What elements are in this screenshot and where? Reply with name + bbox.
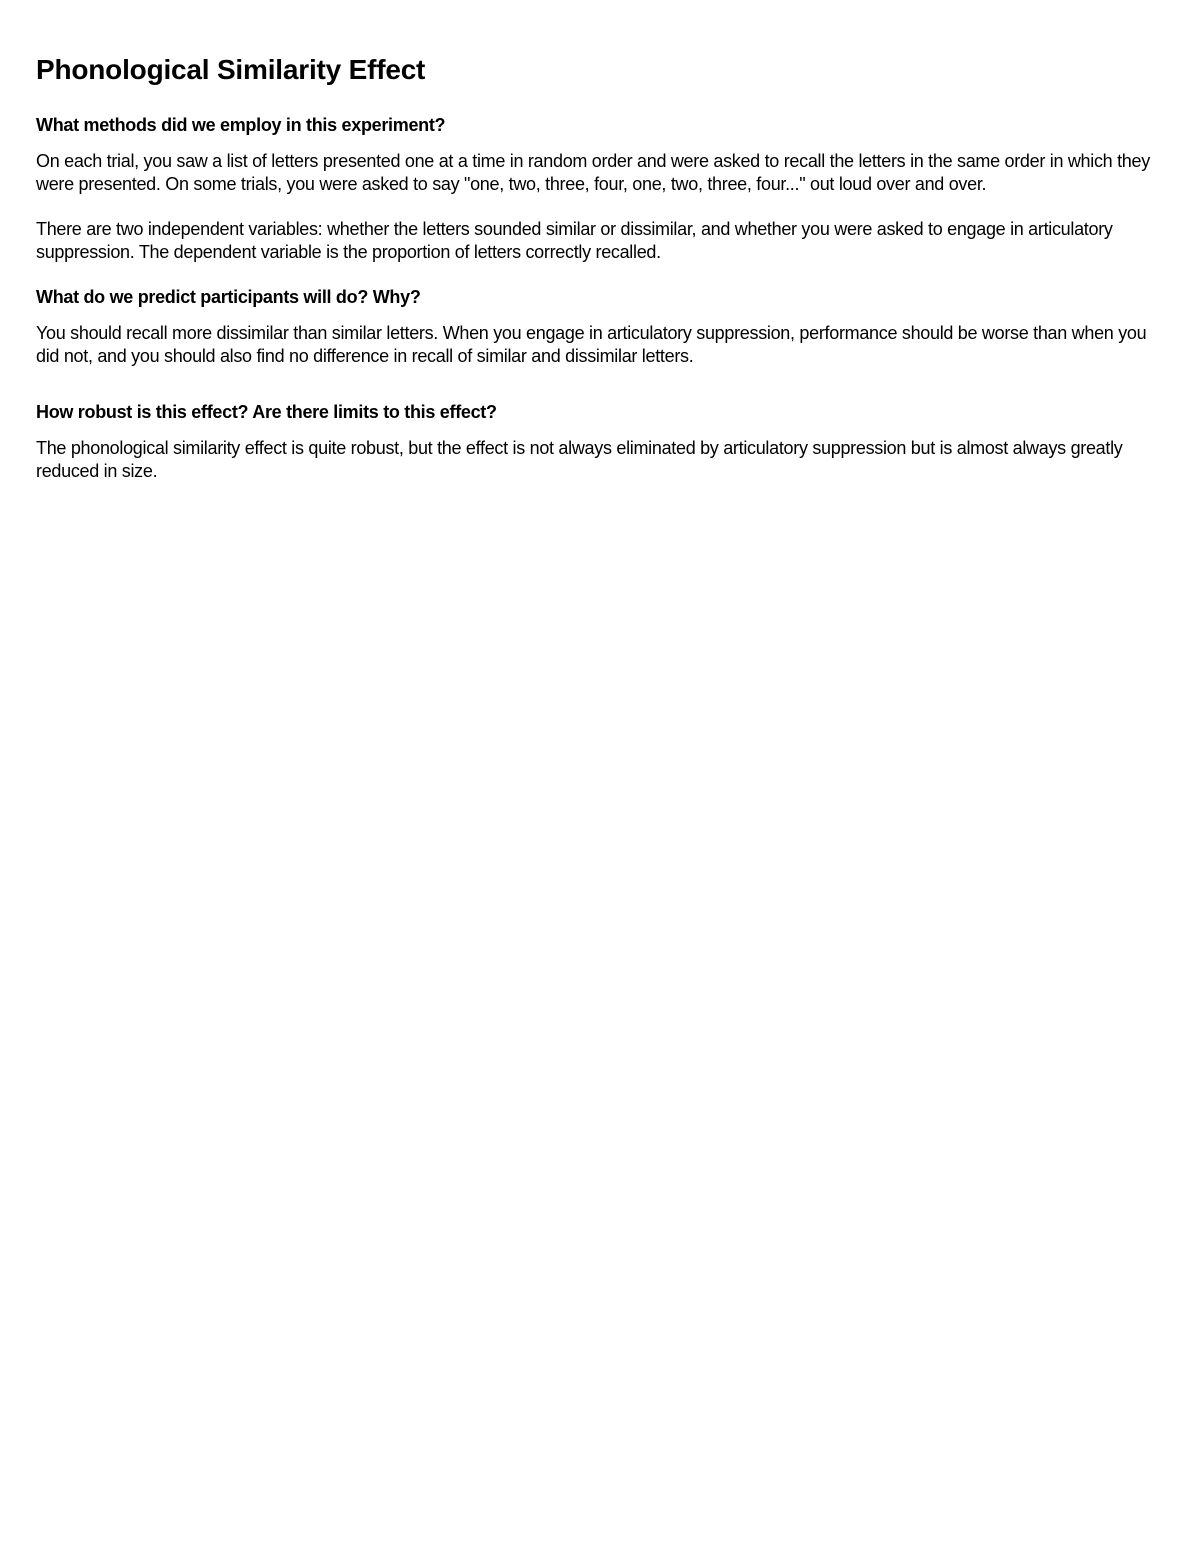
section-robustness bbox=[36, 401, 1160, 483]
section-heading-predictions: What do we predict participants will do? Why? bbox=[36, 287, 421, 307]
page-title: Phonological Similarity Effect bbox=[36, 54, 426, 85]
predictions-paragraph-1: You should recall more dissimilar than similar letters. When you engage in articulatory suppression, performance should be worse than when you did not, and you should also find no difference in recall of similar and dissimilar letters. bbox=[36, 323, 1147, 366]
section-predictions bbox=[36, 286, 1160, 368]
section-heading-methods: What methods did we employ in this experiment? bbox=[36, 115, 446, 135]
methods-paragraph-1: On each trial, you saw a list of letters presented one at a time in random order and were asked to recall the letters in the same order in which they were presented. On some trials, you were asked to say "one, two, three, four, one, two, three, four..." out loud over and over. bbox=[36, 151, 1150, 194]
section-methods bbox=[36, 114, 1160, 264]
robustness-paragraph-1: The phonological similarity effect is quite robust, but the effect is not always eliminated by articulatory suppression but is almost always greatly reduced in size. bbox=[36, 438, 1123, 481]
section-heading-robustness: How robust is this effect? Are there limits to this effect? bbox=[36, 402, 497, 422]
methods-paragraph-2: There are two independent variables: whether the letters sounded similar or dissimilar, and whether you were asked to engage in articulatory suppression. The dependent variable is the proportion of letters correctly recalled. bbox=[36, 219, 1113, 262]
document-page bbox=[36, 52, 1160, 483]
